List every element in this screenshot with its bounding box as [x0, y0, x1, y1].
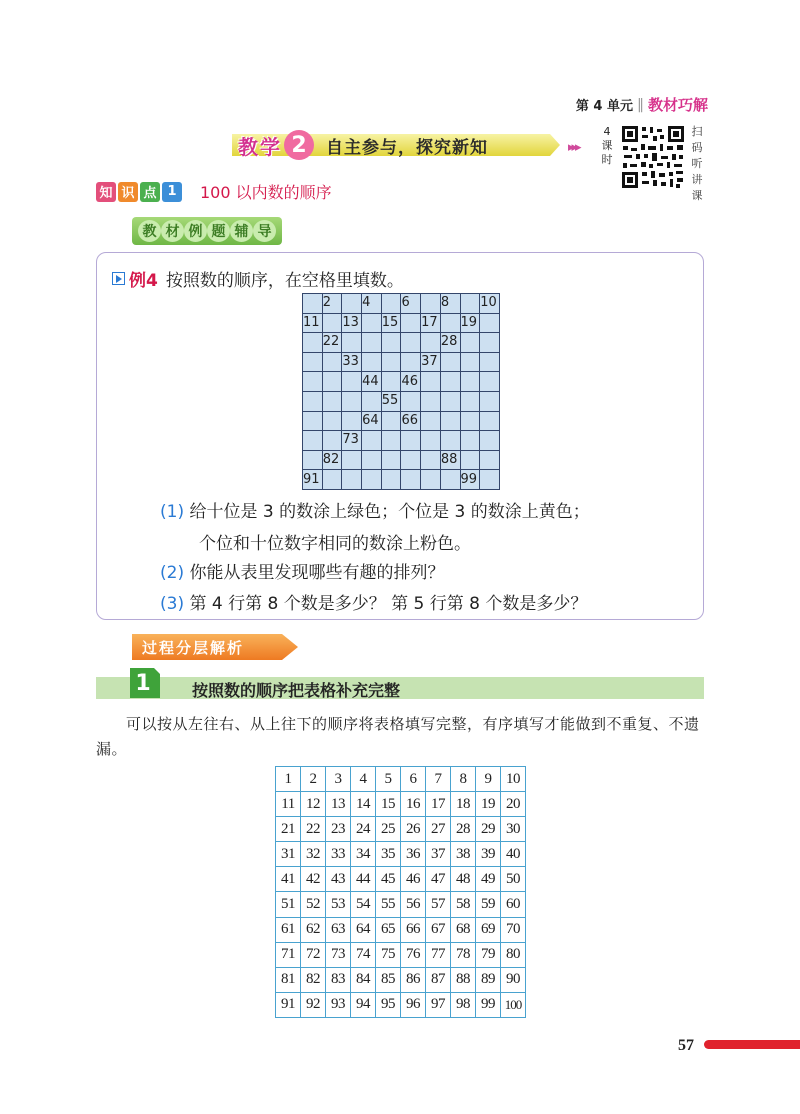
grid-cell: 46	[401, 372, 421, 392]
grid-row	[303, 411, 500, 431]
grid-row	[276, 942, 526, 967]
grid-cell: 85	[376, 967, 401, 992]
tag-char: 题	[207, 220, 230, 242]
tag-char: 教	[138, 220, 161, 242]
grid-cell: 38	[451, 842, 476, 867]
grid-cell	[440, 352, 460, 372]
grid-cell: 59	[476, 892, 501, 917]
grid-cell: 10	[480, 294, 500, 314]
grid-cell	[303, 411, 323, 431]
kp-char-3: 点	[140, 182, 160, 202]
tag-char: 材	[161, 220, 184, 242]
grid-cell: 100	[501, 992, 526, 1017]
grid-cell: 77	[426, 942, 451, 967]
grid-cell: 47	[426, 867, 451, 892]
grid-cell: 58	[451, 892, 476, 917]
grid-cell: 33	[342, 352, 362, 372]
grid-cell	[303, 333, 323, 353]
grid-row	[303, 470, 500, 490]
grid-cell	[480, 313, 500, 333]
grid-cell	[421, 333, 441, 353]
grid-cell: 93	[326, 992, 351, 1017]
grid-cell: 32	[301, 842, 326, 867]
example-label: 例4	[129, 271, 158, 291]
banner-number: 2	[284, 130, 314, 160]
grid-cell: 61	[276, 917, 301, 942]
grid-cell	[342, 411, 362, 431]
grid-cell: 35	[376, 842, 401, 867]
grid-row	[276, 992, 526, 1017]
question-1-cont: 个位和十位数字相同的数涂上粉色。	[199, 534, 471, 554]
grid-row	[276, 792, 526, 817]
grid-cell: 42	[301, 867, 326, 892]
grid-cell	[460, 372, 480, 392]
grid-cell: 33	[326, 842, 351, 867]
grid-cell	[401, 391, 421, 411]
grid-cell: 43	[326, 867, 351, 892]
grid-cell: 46	[401, 867, 426, 892]
grid-cell	[362, 431, 382, 451]
grid-cell	[381, 450, 401, 470]
grid-cell	[480, 411, 500, 431]
grid-row	[303, 391, 500, 411]
grid-cell: 20	[501, 792, 526, 817]
grid-cell	[381, 431, 401, 451]
grid-cell: 99	[476, 992, 501, 1017]
grid-cell: 17	[421, 313, 441, 333]
grid-cell: 63	[326, 917, 351, 942]
grid-row	[276, 917, 526, 942]
grid-cell	[480, 352, 500, 372]
grid-cell: 27	[426, 817, 451, 842]
grid-cell	[342, 450, 362, 470]
grid-cell	[421, 470, 441, 490]
grid-row	[276, 767, 526, 792]
grid-cell: 80	[501, 942, 526, 967]
grid-cell	[381, 333, 401, 353]
grid-cell	[440, 431, 460, 451]
grid-cell: 49	[476, 867, 501, 892]
grid-cell: 7	[426, 767, 451, 792]
grid-cell	[322, 372, 342, 392]
grid-cell: 48	[451, 867, 476, 892]
grid-cell: 82	[322, 450, 342, 470]
grid-cell: 31	[276, 842, 301, 867]
grid-cell	[362, 352, 382, 372]
grid-cell: 86	[401, 967, 426, 992]
grid-cell: 6	[401, 294, 421, 314]
process-analysis-tag	[132, 630, 300, 664]
grid-cell: 68	[451, 917, 476, 942]
grid-cell: 52	[301, 892, 326, 917]
grid-cell: 34	[351, 842, 376, 867]
grid-cell: 23	[326, 817, 351, 842]
grid-cell	[421, 450, 441, 470]
grid-cell	[460, 411, 480, 431]
grid-cell: 70	[501, 917, 526, 942]
grid-cell: 25	[376, 817, 401, 842]
grid-cell: 91	[303, 470, 323, 490]
grid-cell	[362, 450, 382, 470]
question-3: (3) 第 4 行第 8 个数是多少？ 第 5 行第 8 个数是多少？	[160, 594, 588, 614]
grid-cell: 39	[476, 842, 501, 867]
grid-cell: 44	[362, 372, 382, 392]
grid-cell: 78	[451, 942, 476, 967]
grid-cell: 26	[401, 817, 426, 842]
grid-cell	[381, 470, 401, 490]
page-number: 57	[678, 1037, 694, 1054]
section-number: 1	[135, 670, 151, 696]
qr-label-left: 4课时	[601, 125, 613, 166]
header-separator: ‖	[636, 96, 644, 113]
grid-cell	[342, 294, 362, 314]
grid-cell: 56	[401, 892, 426, 917]
grid-cell	[401, 333, 421, 353]
grid-row	[303, 431, 500, 451]
grid-cell: 79	[476, 942, 501, 967]
grid-cell: 41	[276, 867, 301, 892]
grid-cell: 64	[362, 411, 382, 431]
grid-cell	[322, 470, 342, 490]
grid-cell	[303, 431, 323, 451]
grid-cell: 15	[376, 792, 401, 817]
grid-cell: 30	[501, 817, 526, 842]
tag-char: 例	[184, 220, 207, 242]
grid-cell: 37	[426, 842, 451, 867]
grid-cell: 65	[376, 917, 401, 942]
grid-cell: 17	[426, 792, 451, 817]
grid-cell: 57	[426, 892, 451, 917]
grid-cell: 8	[440, 294, 460, 314]
grid-cell: 55	[376, 892, 401, 917]
grid-cell: 81	[276, 967, 301, 992]
grid-cell: 84	[351, 967, 376, 992]
grid-cell: 50	[501, 867, 526, 892]
grid-cell: 22	[301, 817, 326, 842]
grid-cell	[480, 470, 500, 490]
grid-cell	[322, 352, 342, 372]
grid-cell: 89	[476, 967, 501, 992]
grid-cell: 12	[301, 792, 326, 817]
qr-code-icon[interactable]	[620, 124, 686, 190]
grid-row	[276, 867, 526, 892]
grid-cell: 19	[460, 313, 480, 333]
grid-cell: 29	[476, 817, 501, 842]
grid-cell	[303, 294, 323, 314]
grid-cell	[480, 391, 500, 411]
play-arrow-icon	[112, 272, 125, 285]
process-tag-text: 过程分层解析	[142, 638, 245, 657]
grid-cell: 72	[301, 942, 326, 967]
section-title: 按照数的顺序把表格补充完整	[192, 681, 401, 700]
grid-cell: 66	[401, 411, 421, 431]
unit-label: 第 4 单元	[575, 99, 633, 114]
grid-row	[276, 817, 526, 842]
grid-cell: 21	[276, 817, 301, 842]
grid-cell: 88	[440, 450, 460, 470]
grid-cell	[322, 411, 342, 431]
grid-cell	[342, 470, 362, 490]
grid-cell: 2	[322, 294, 342, 314]
lesson-banner	[228, 128, 562, 162]
grid-row	[303, 352, 500, 372]
grid-cell	[440, 313, 460, 333]
grid-cell	[362, 391, 382, 411]
grid-cell: 18	[451, 792, 476, 817]
grid-cell: 13	[342, 313, 362, 333]
grid-cell: 55	[381, 391, 401, 411]
grid-cell: 2	[301, 767, 326, 792]
grid-cell: 24	[351, 817, 376, 842]
grid-cell	[381, 372, 401, 392]
grid-cell	[381, 294, 401, 314]
kp-number: 1	[162, 182, 182, 202]
grid-cell	[460, 431, 480, 451]
grid-cell	[460, 450, 480, 470]
grid-cell: 69	[476, 917, 501, 942]
number-grid-complete	[275, 766, 526, 1018]
grid-cell: 19	[476, 792, 501, 817]
question-1: (1) 给十位是 3 的数涂上绿色；个位是 3 的数涂上黄色；	[160, 502, 590, 522]
grid-cell: 51	[276, 892, 301, 917]
grid-row	[303, 372, 500, 392]
tag-char: 导	[253, 220, 276, 242]
grid-cell	[421, 391, 441, 411]
grid-cell	[303, 391, 323, 411]
grid-cell: 45	[376, 867, 401, 892]
grid-cell: 8	[451, 767, 476, 792]
grid-cell: 88	[451, 967, 476, 992]
grid-cell: 1	[276, 767, 301, 792]
grid-cell	[362, 333, 382, 353]
question-2: (2) 你能从表里发现哪些有趣的排列？	[160, 563, 445, 583]
header-title: 教材巧解	[647, 96, 708, 114]
grid-cell: 60	[501, 892, 526, 917]
grid-row	[303, 450, 500, 470]
grid-cell: 90	[501, 967, 526, 992]
grid-cell	[480, 333, 500, 353]
grid-cell: 82	[301, 967, 326, 992]
grid-cell	[460, 333, 480, 353]
grid-cell: 13	[326, 792, 351, 817]
grid-cell: 44	[351, 867, 376, 892]
grid-cell: 98	[451, 992, 476, 1017]
grid-cell: 36	[401, 842, 426, 867]
grid-row	[303, 333, 500, 353]
grid-cell	[401, 313, 421, 333]
grid-row	[303, 294, 500, 314]
example-guide-tag	[132, 217, 282, 245]
explanation-paragraph: 可以按从左往右、从上往下的顺序将表格填写完整，有序填写才能做到不重复、不遗漏。	[96, 715, 700, 758]
grid-cell: 73	[342, 431, 362, 451]
grid-cell	[480, 372, 500, 392]
example-title	[112, 266, 404, 291]
grid-cell: 28	[440, 333, 460, 353]
grid-cell	[342, 333, 362, 353]
grid-cell: 28	[451, 817, 476, 842]
grid-cell	[303, 352, 323, 372]
grid-cell	[381, 352, 401, 372]
tag-char: 辅	[230, 220, 253, 242]
grid-cell	[381, 411, 401, 431]
grid-cell	[342, 372, 362, 392]
grid-cell	[362, 470, 382, 490]
grid-cell: 91	[276, 992, 301, 1017]
grid-cell: 54	[351, 892, 376, 917]
grid-cell: 4	[351, 767, 376, 792]
grid-cell	[322, 391, 342, 411]
grid-cell: 75	[376, 942, 401, 967]
grid-cell	[460, 352, 480, 372]
grid-cell	[460, 294, 480, 314]
banner-subtitle: 自主参与，探究新知	[326, 137, 488, 158]
grid-cell	[322, 431, 342, 451]
grid-cell: 71	[276, 942, 301, 967]
grid-row	[303, 313, 500, 333]
grid-cell	[440, 372, 460, 392]
grid-cell	[401, 450, 421, 470]
grid-cell: 62	[301, 917, 326, 942]
grid-cell	[342, 391, 362, 411]
grid-cell: 96	[401, 992, 426, 1017]
grid-cell	[401, 431, 421, 451]
grid-row	[276, 967, 526, 992]
grid-cell: 95	[376, 992, 401, 1017]
grid-cell: 6	[401, 767, 426, 792]
grid-cell	[421, 431, 441, 451]
banner-word: 教学	[238, 134, 282, 159]
grid-cell	[303, 450, 323, 470]
grid-cell: 76	[401, 942, 426, 967]
grid-cell: 67	[426, 917, 451, 942]
grid-cell	[303, 372, 323, 392]
grid-cell	[480, 431, 500, 451]
kp-char-2: 识	[118, 182, 138, 202]
grid-cell: 16	[401, 792, 426, 817]
grid-cell	[421, 294, 441, 314]
number-grid-partial	[302, 293, 500, 490]
grid-cell	[421, 411, 441, 431]
grid-cell: 11	[276, 792, 301, 817]
grid-cell	[440, 411, 460, 431]
grid-cell	[401, 470, 421, 490]
grid-cell: 3	[326, 767, 351, 792]
grid-cell: 97	[426, 992, 451, 1017]
grid-cell	[421, 372, 441, 392]
knowledge-point-heading	[96, 180, 332, 203]
grid-cell: 94	[351, 992, 376, 1017]
chevrons-icon: ▸▸▸	[568, 140, 579, 155]
grid-cell: 74	[351, 942, 376, 967]
grid-cell: 11	[303, 313, 323, 333]
grid-cell: 10	[501, 767, 526, 792]
grid-cell	[401, 352, 421, 372]
grid-cell: 37	[421, 352, 441, 372]
grid-cell: 99	[460, 470, 480, 490]
knowledge-point-title: 100 以内数的顺序	[200, 183, 332, 202]
grid-cell: 87	[426, 967, 451, 992]
grid-row	[276, 892, 526, 917]
page-bar	[704, 1040, 800, 1049]
grid-cell: 40	[501, 842, 526, 867]
grid-cell: 83	[326, 967, 351, 992]
grid-cell	[460, 391, 480, 411]
grid-cell	[440, 470, 460, 490]
grid-cell: 15	[381, 313, 401, 333]
grid-cell	[362, 313, 382, 333]
grid-cell	[440, 391, 460, 411]
example-prompt: 按照数的顺序，在空格里填数。	[165, 271, 404, 291]
grid-cell: 22	[322, 333, 342, 353]
grid-cell: 9	[476, 767, 501, 792]
grid-row	[276, 842, 526, 867]
grid-cell: 53	[326, 892, 351, 917]
qr-label-right: 扫码听讲课	[691, 125, 703, 202]
grid-cell: 64	[351, 917, 376, 942]
grid-cell	[322, 313, 342, 333]
unit-header	[576, 94, 708, 115]
grid-cell: 4	[362, 294, 382, 314]
grid-cell: 66	[401, 917, 426, 942]
grid-cell: 5	[376, 767, 401, 792]
grid-cell: 92	[301, 992, 326, 1017]
grid-cell	[480, 450, 500, 470]
grid-cell: 73	[326, 942, 351, 967]
kp-char-1: 知	[96, 182, 116, 202]
grid-cell: 14	[351, 792, 376, 817]
